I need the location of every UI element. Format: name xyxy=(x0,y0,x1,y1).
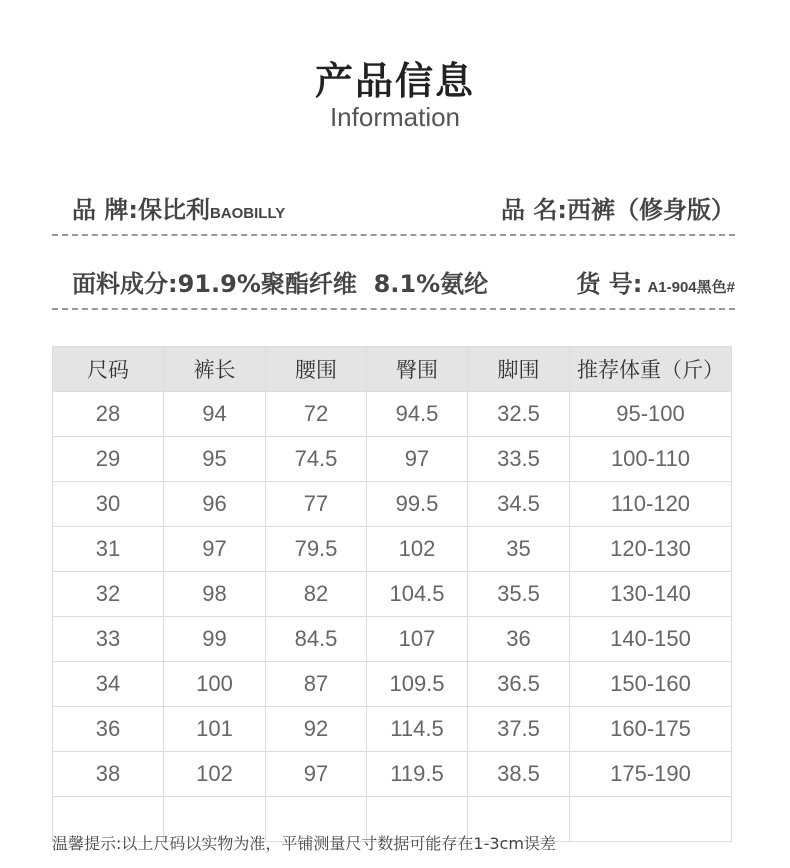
table-row xyxy=(53,437,732,482)
header-hip: 臀围 xyxy=(367,347,468,392)
cell-length: 101 xyxy=(164,707,266,752)
size-table-header xyxy=(53,347,732,392)
cell-weight: 160-175 xyxy=(570,707,732,752)
product-name-value: 西裤（修身版） xyxy=(567,196,735,224)
cell-size: 29 xyxy=(53,437,164,482)
cell-size: 32 xyxy=(53,572,164,617)
header-size: 尺码 xyxy=(53,347,164,392)
cell-waist: 92 xyxy=(266,707,367,752)
cell-waist: 72 xyxy=(266,392,367,437)
cell-length: 99 xyxy=(164,617,266,662)
cell-waist: 97 xyxy=(266,752,367,797)
cell-hip: 94.5 xyxy=(367,392,468,437)
header-hem: 脚围 xyxy=(468,347,570,392)
cell-size: 38 xyxy=(53,752,164,797)
cell-hem: 38.5 xyxy=(468,752,570,797)
cell-size: 36 xyxy=(53,707,164,752)
cell-hip: 104.5 xyxy=(367,572,468,617)
cell-waist: 84.5 xyxy=(266,617,367,662)
cell-length: 97 xyxy=(164,527,266,572)
cell-weight: 100-110 xyxy=(570,437,732,482)
cell-weight: 130-140 xyxy=(570,572,732,617)
cell-waist: 77 xyxy=(266,482,367,527)
cell-hip: 102 xyxy=(367,527,468,572)
item-code-value: A1-904黑色# xyxy=(647,279,735,296)
table-row xyxy=(53,617,732,662)
cell-size: 33 xyxy=(53,617,164,662)
cell-hip: 109.5 xyxy=(367,662,468,707)
cell-size: 31 xyxy=(53,527,164,572)
cell-hem: 36.5 xyxy=(468,662,570,707)
header-length: 裤长 xyxy=(164,347,266,392)
cell-hip: 99.5 xyxy=(367,482,468,527)
cell-hem: 35.5 xyxy=(468,572,570,617)
table-row xyxy=(53,662,732,707)
table-row xyxy=(53,482,732,527)
cell-weight: 175-190 xyxy=(570,752,732,797)
cell-weight: 95-100 xyxy=(570,392,732,437)
header-weight: 推荐体重（斤） xyxy=(570,347,732,392)
brand-info xyxy=(72,190,285,225)
cell-hem: 37.5 xyxy=(468,707,570,752)
table-row xyxy=(53,707,732,752)
cell-hem: 32.5 xyxy=(468,392,570,437)
cell-length: 95 xyxy=(164,437,266,482)
cell-weight: 110-120 xyxy=(570,482,732,527)
fabric-info xyxy=(72,264,488,299)
cell-length: 100 xyxy=(164,662,266,707)
empty-cell xyxy=(570,797,732,842)
table-row xyxy=(53,527,732,572)
cell-weight: 150-160 xyxy=(570,662,732,707)
cell-hip: 97 xyxy=(367,437,468,482)
cell-size: 30 xyxy=(53,482,164,527)
brand-value: 保比利 xyxy=(137,196,210,224)
product-name-info xyxy=(501,190,735,225)
brand-label: 品 牌: xyxy=(72,196,138,224)
product-name-label: 品 名: xyxy=(501,196,567,224)
cell-weight: 120-130 xyxy=(570,527,732,572)
size-table xyxy=(52,346,732,842)
cell-hem: 33.5 xyxy=(468,437,570,482)
brand-latin: BAOBILLY xyxy=(209,205,286,222)
info-row-brand-name xyxy=(52,190,735,236)
cell-hip: 107 xyxy=(367,617,468,662)
cell-weight: 140-150 xyxy=(570,617,732,662)
cell-hem: 36 xyxy=(468,617,570,662)
cell-hip: 114.5 xyxy=(367,707,468,752)
cell-length: 98 xyxy=(164,572,266,617)
fabric-value: 91.9%聚酯纤维 8.1%氨纶 xyxy=(177,270,489,298)
fabric-label: 面料成分: xyxy=(72,270,178,298)
cell-waist: 79.5 xyxy=(266,527,367,572)
cell-waist: 82 xyxy=(266,572,367,617)
cell-size: 34 xyxy=(53,662,164,707)
table-row xyxy=(53,392,732,437)
page-title: 产品信息 xyxy=(314,59,475,103)
cell-size: 28 xyxy=(53,392,164,437)
cell-hem: 34.5 xyxy=(468,482,570,527)
item-code-info xyxy=(576,264,735,299)
cell-length: 94 xyxy=(164,392,266,437)
cell-waist: 87 xyxy=(266,662,367,707)
table-row xyxy=(53,572,732,617)
item-code-label: 货 号: xyxy=(576,270,643,298)
header-waist: 腰围 xyxy=(266,347,367,392)
cell-hip: 119.5 xyxy=(367,752,468,797)
page-subtitle: Information xyxy=(329,102,461,132)
cell-waist: 74.5 xyxy=(266,437,367,482)
table-row xyxy=(53,752,732,797)
footnote: 温馨提示:以上尺码以实物为准，平铺测量尺寸数据可能存在1-3cm误差 xyxy=(52,834,556,853)
cell-length: 96 xyxy=(164,482,266,527)
info-row-fabric-code xyxy=(52,264,735,310)
cell-hem: 35 xyxy=(468,527,570,572)
cell-length: 102 xyxy=(164,752,266,797)
